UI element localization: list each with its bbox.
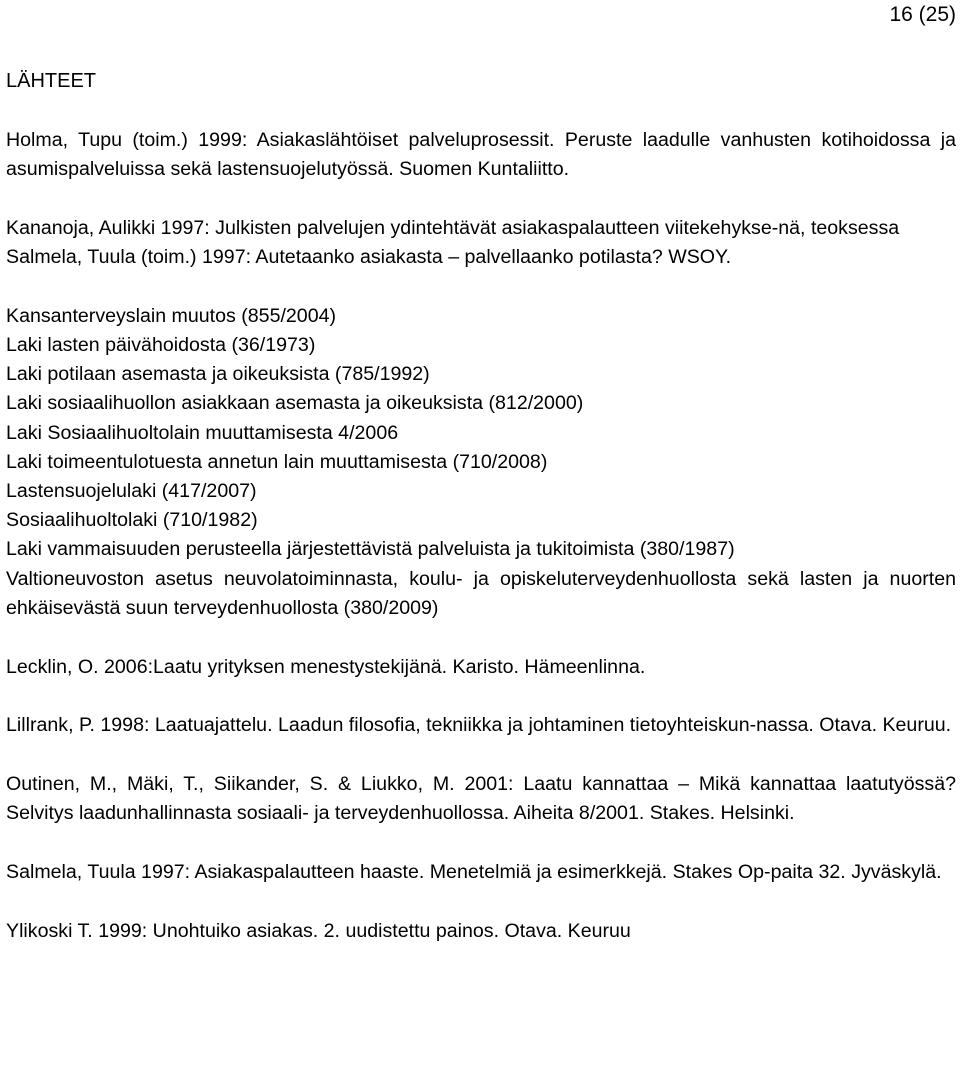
- law-item: Laki Sosiaalihuoltolain muuttamisesta 4/2006: [6, 421, 399, 444]
- law-item: Lastensuojelulaki (417/2007): [6, 480, 257, 503]
- law-item: Laki sosiaalihuollon asiakkaan asemasta ja oikeuksista (812/2000): [6, 392, 584, 415]
- law-item: Kansanterveyslain muutos (855/2004): [6, 304, 337, 327]
- law-item: Laki vammaisuuden perusteella järjestettävistä palveluista ja tukitoimista (380/1987): [6, 538, 735, 561]
- reference-entry: Lillrank, P. 1998: Laatuajattelu. Laadun filosofia, tekniikka ja johtaminen tietoyhteiskun-nassa. Otava. Keuruu.: [6, 714, 952, 737]
- law-list: [6, 302, 956, 623]
- law-item: Laki lasten päivähoidosta (36/1973): [6, 334, 316, 357]
- section-heading: LÄHTEET: [6, 70, 97, 92]
- reference-entry: Holma, Tupu (toim.) 1999: Asiakaslähtöiset palveluprosessit. Peruste laadulle vanhusten kotihoidossa ja asumispalveluissa sekä lastensuojelutyössä. Suomen Kuntaliitto.: [6, 129, 956, 181]
- reference-entry: Ylikoski T. 1999: Unohtuiko asiakas. 2. uudistettu painos. Otava. Keuruu: [6, 919, 631, 942]
- law-item: Laki potilaan asemasta ja oikeuksista (785/1992): [6, 363, 430, 386]
- reference-entry: Outinen, M., Mäki, T., Siikander, S. & Liukko, M. 2001: Laatu kannattaa – Mikä kannattaa laatutyössä? Selvitys laadunhallinnasta sosiaali- ja terveydenhuollossa. Aiheita 8/2001. Stakes. Helsinki.: [6, 772, 956, 825]
- law-item: Valtioneuvoston asetus neuvolatoiminnasta, koulu- ja opiskeluterveydenhuollosta sekä lasten ja nuorten ehkäisevästä suun terveydenhuollosta (380/2009): [6, 567, 956, 619]
- law-item: Laki toimeentulotuesta annetun lain muuttamisesta (710/2008): [6, 450, 548, 473]
- references-section: [6, 66, 956, 975]
- reference-entry: Lecklin, O. 2006:Laatu yrityksen menestystekijänä. Karisto. Hämeenlinna.: [6, 655, 646, 678]
- reference-entry: Salmela, Tuula 1997: Asiakaspalautteen haaste. Menetelmiä ja esimerkkejä. Stakes Op-paita 32. Jyväskylä.: [6, 860, 942, 883]
- law-item: Sosiaalihuoltolaki (710/1982): [6, 509, 258, 532]
- page-number: 16 (25): [889, 3, 956, 26]
- reference-entry: Kananoja, Aulikki 1997: Julkisten palvelujen ydintehtävät asiakaspalautteen viitekehykse-nä, teoksessa Salmela, Tuula (toim.) 1997: Autetaanko asiakasta – palvellaanko potilasta? WSOY.: [6, 216, 900, 269]
